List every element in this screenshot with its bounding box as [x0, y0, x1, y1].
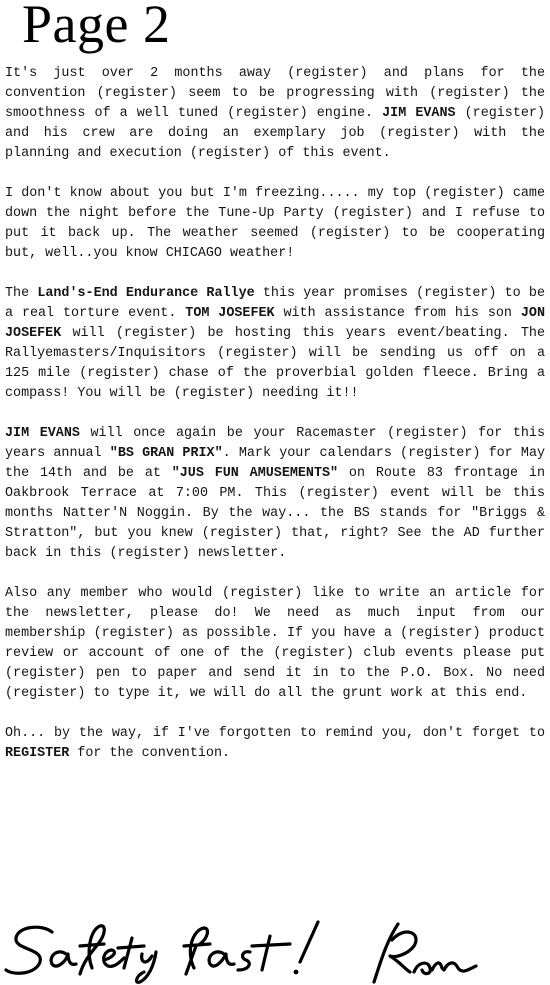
paragraph-reminder: Oh... by the way, if I've forgotten to remind you, don't forget to REGISTER for the convention.	[5, 726, 545, 761]
handwritten-signature	[0, 912, 550, 985]
paragraph-articles: Also any member who would (register) like to write an article for the newsletter, please do! We need as much input from our membership (register) as possible. If you have a (register) product review or account of one of the (register) club events please put (register) pen to paper and send it in to the P.O. Box. No need (register) to type it, we will do all the grunt work at this end.	[5, 586, 545, 701]
article-body	[5, 64, 545, 764]
paragraph-gran-prix: JIM EVANS will once again be your Racemaster (register) for this years annual "BS GRAN PRIX". Mark your calendars (register) for May the 14th and be at "JUS FUN AMUSEMENTS" on Route 83 frontage in Oakbrook Terrace at 7:00 PM. This (register) event will be this months Natter'N Noggin. By the way... the BS stands for "Briggs & Stratton", but you knew (register) that, right? See the AD further back in this (register) newsletter.	[5, 426, 546, 561]
page-title: Page 2	[22, 0, 171, 54]
paragraph-rallye: The Land's-End Endurance Rallye this year promises (register) to be a real torture event. TOM JOSEFEK with assistance from his son JON JOSEFEK will (register) be hosting this years event/beating. The Rallyemasters/Inquisitors (register) will be sending us off on a 125 mile (register) chase of the proverbial golden fleece. Bring a compass! You will be (register) needing it!!	[5, 286, 545, 401]
paragraph-weather: I don't know about you but I'm freezing..... my top (register) came down the night before the Tune-Up Party (register) and I refuse to put it back up. The weather seemed (register) to be cooperating but, well..you know CHICAGO weather!	[5, 186, 545, 261]
paragraph-convention: It's just over 2 months away (register) and plans for the convention (register) seem to be progressing with (register) the smoothness of a well tuned (register) engine. JIM EVANS (register) and his crew are doing an exemplary job (register) with the planning and execution (register) of this event.	[5, 66, 545, 161]
